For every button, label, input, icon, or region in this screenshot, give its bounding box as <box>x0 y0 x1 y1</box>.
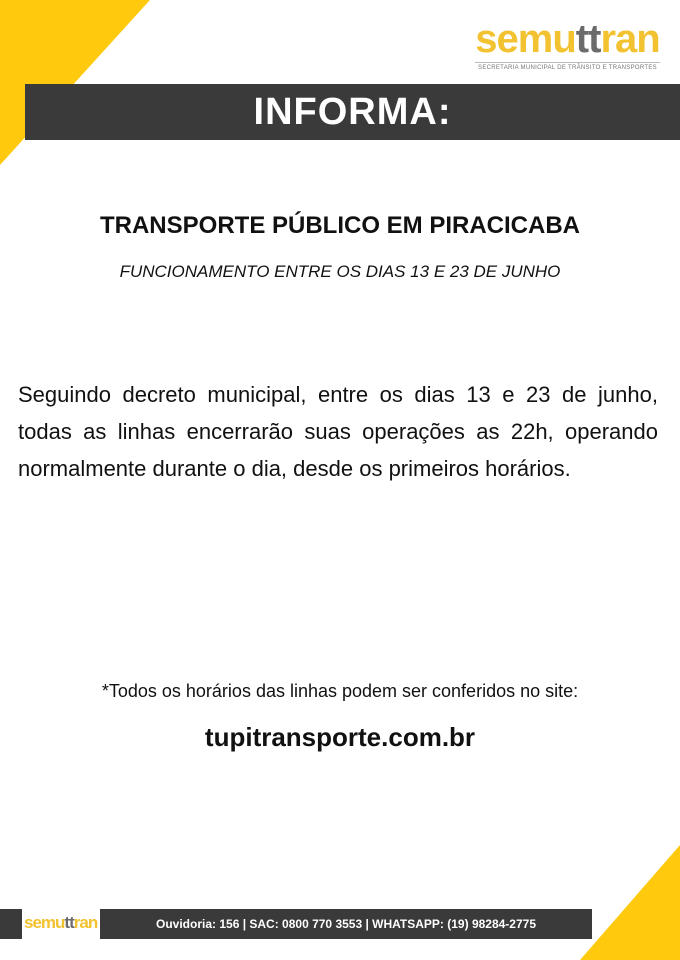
notice-title: TRANSPORTE PÚBLICO EM PIRACICABA <box>99 212 580 239</box>
footer-logo: semuttran <box>24 913 98 932</box>
banner-title: INFORMA: <box>253 91 452 133</box>
semuttran-logo <box>475 18 660 71</box>
logo-subtitle: SECRETARIA MUNICIPAL DE TRÂNSITO E TRANSPORTES <box>475 62 660 71</box>
notice-subtitle: FUNCIONAMENTO ENTRE OS DIAS 13 E 23 DE JUNHO <box>119 262 561 281</box>
schedule-note: *Todos os horários das linhas podem ser conferidos no site: <box>101 681 579 701</box>
footer-contacts: Ouvidoria: 156 | SAC: 0800 770 3553 | WHATSAPP: (19) 98284-2775 <box>156 917 536 931</box>
logo-wordmark: semuttran <box>475 17 660 61</box>
footer-left-block <box>0 909 22 939</box>
yellow-corner-bottom-right <box>580 845 680 960</box>
website-link[interactable]: tupitransporte.com.br <box>204 722 476 752</box>
yellow-corner-top-left <box>0 0 150 165</box>
notice-body: Seguindo decreto municipal, entre os dias 13 e 23 de junho, todas as linhas encerrarão suas operações as 22h, operando normalmente durante o dia, desde os primeiros horários. <box>18 382 658 481</box>
